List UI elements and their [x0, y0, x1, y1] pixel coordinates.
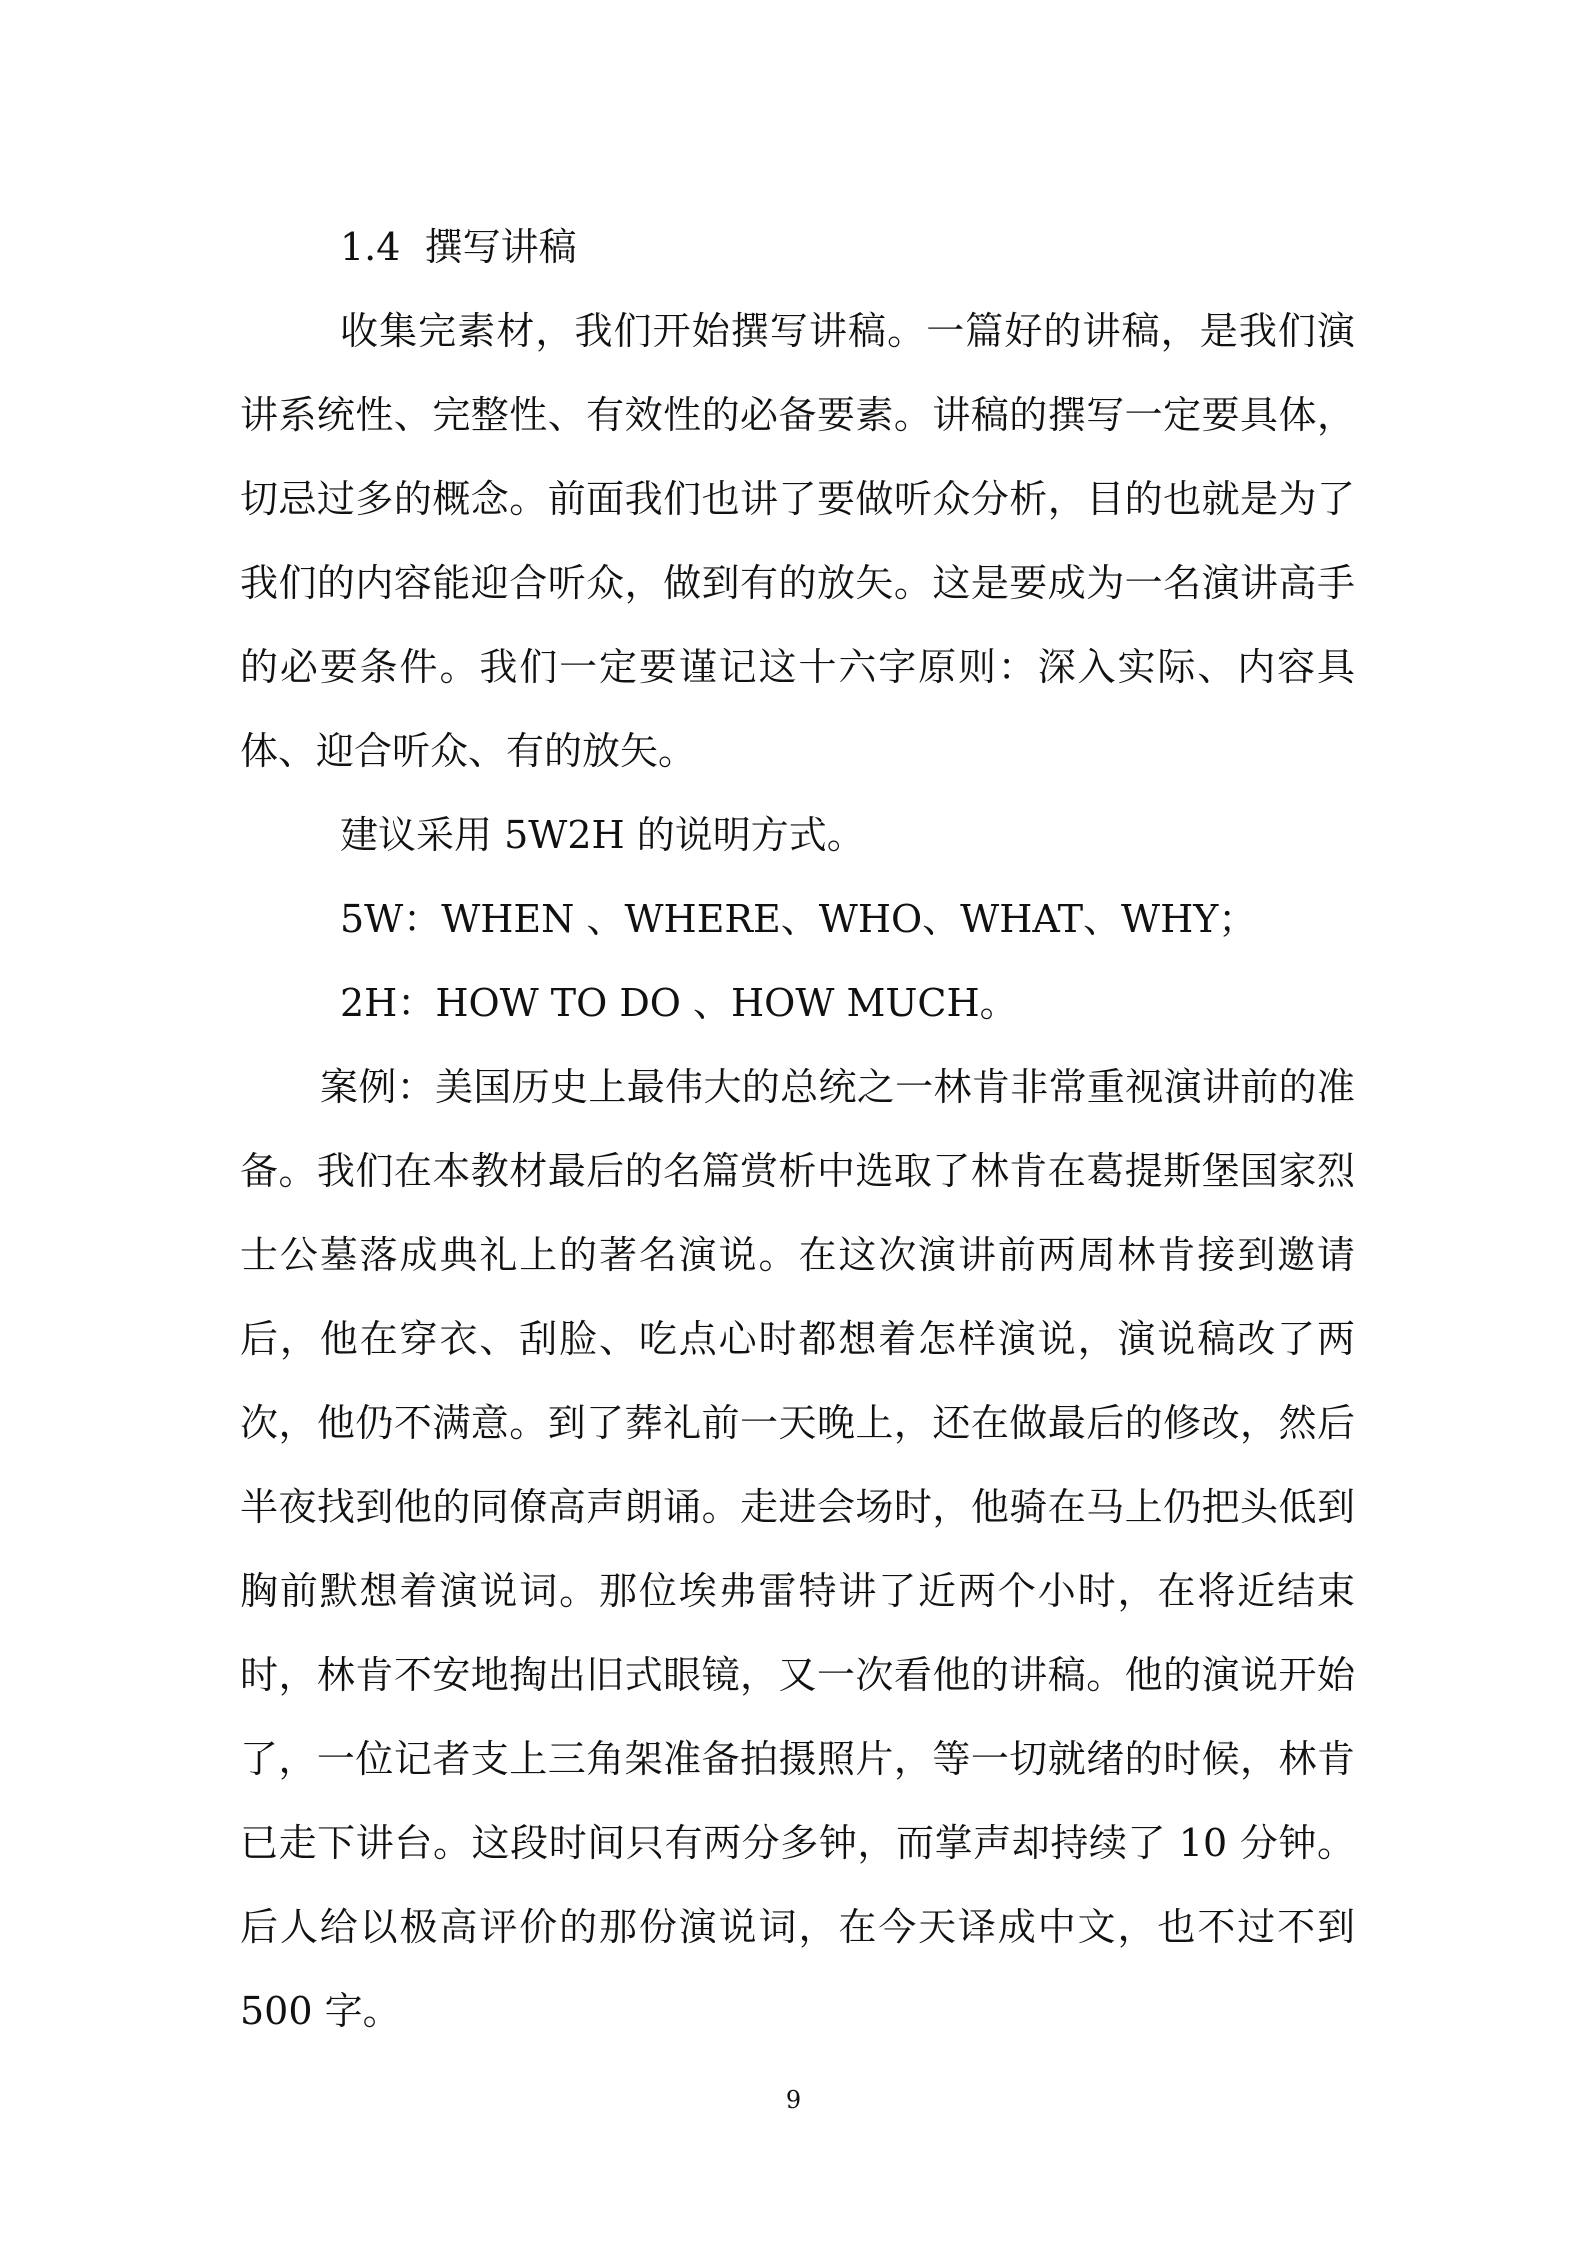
two-h-line: 2H：HOW TO DO 、HOW MUCH。 [340, 981, 1018, 1025]
page-content [240, 205, 1355, 2053]
suggestion-line: 建议采用 5W2H 的说明方式。 [340, 813, 865, 857]
intro-paragraph: 收集完素材，我们开始撰写讲稿。一篇好的讲稿，是我们演讲系统性、完整性、有效性的必备要素。讲稿的撰写一定要具体，切忌过多的概念。前面我们也讲了要做听众分析，目的也就是为了我们的内容能迎合听众，做到有的放矢。这是要成为一名演讲高手的必要条件。我们一定要谨记这十六字原则：深入实际、内容具体、迎合听众、有的放矢。 [240, 309, 1355, 773]
section-number: 1.4 [340, 225, 401, 269]
page-number: 9 [785, 2086, 802, 2114]
five-w-line: 5W：WHEN 、WHERE、WHO、WHAT、WHY； [340, 897, 1257, 941]
section-heading [240, 205, 1355, 289]
section-title: 撰写讲稿 [424, 225, 577, 269]
case-paragraph: 案例：美国历史上最伟大的总统之一林肯非常重视演讲前的准备。我们在本教材最后的名篇赏析中选取了林肯在葛提斯堡国家烈士公墓落成典礼上的著名演说。在这次演讲前两周林肯接到邀请后，他在穿衣、刮脸、吃点心时都想着怎样演说，演说稿改了两次，他仍不满意。到了葬礼前一天晚上，还在做最后的修改，然后半夜找到他的同僚高声朗诵。走进会场时，他骑在马上仍把头低到胸前默想着演说词。那位埃弗雷特讲了近两个小时，在将近结束时，林肯不安地掏出旧式眼镜，又一次看他的讲稿。他的演说开始了，一位记者支上三角架准备拍摄照片，等一切就绪的时候，林肯已走下讲台。这段时间只有两分多钟，而掌声却持续了 10 分钟。后人给以极高评价的那份演说词，在今天译成中文，也不过不到 500 字。 [240, 1065, 1355, 2033]
